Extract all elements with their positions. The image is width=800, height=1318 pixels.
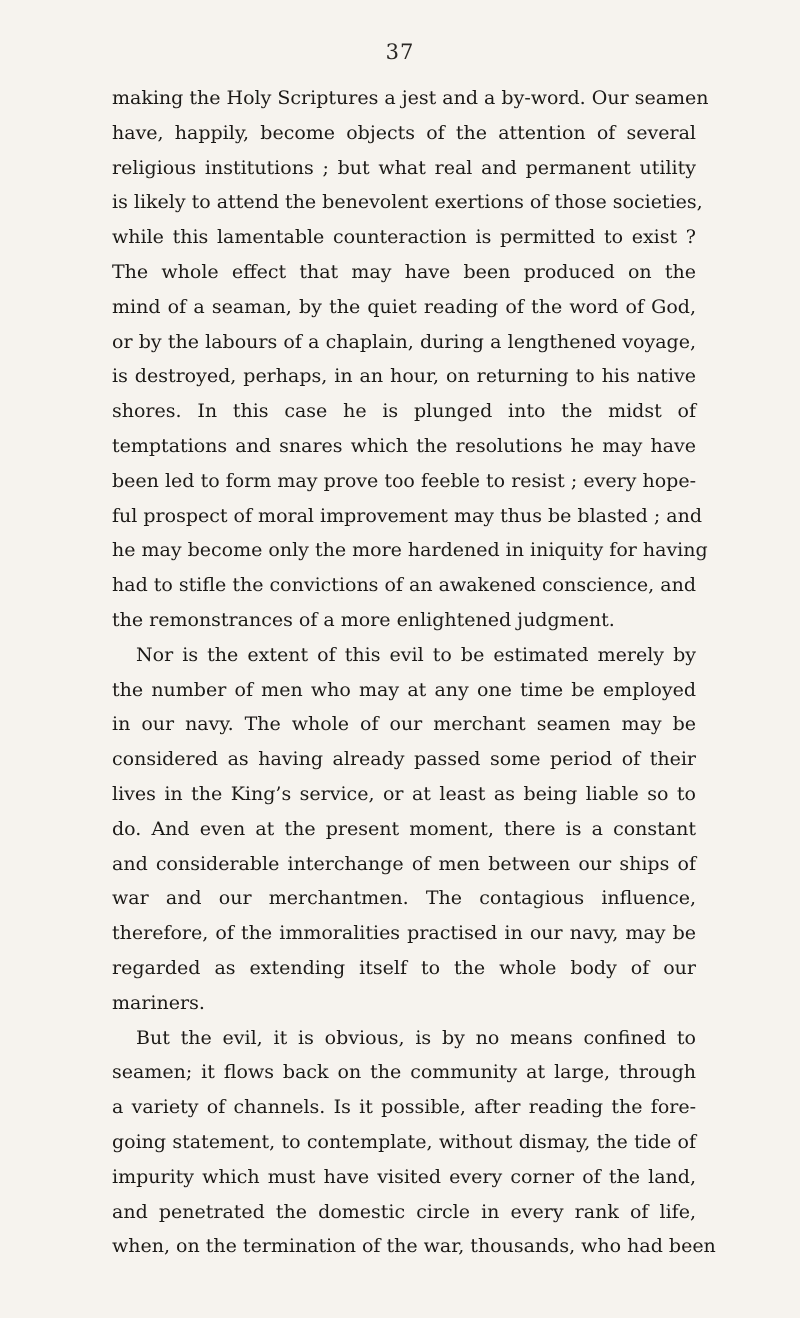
text-line: The whole effect that may have been produced on the bbox=[112, 260, 696, 283]
text-line: regarded as extending itself to the whole body of our bbox=[112, 956, 696, 979]
text-line: is destroyed, perhaps, in an hour, on returning to his native bbox=[112, 365, 696, 388]
text-line: religious institutions ; but what real and permanent utility bbox=[112, 156, 696, 179]
text-line: have, happily, become objects of the attention of several bbox=[112, 121, 696, 144]
text-line: making the Holy Scriptures a jest and a by-word. Our seamen bbox=[112, 87, 709, 109]
text-line: while this lamentable counteraction is permitted to exist ? bbox=[112, 226, 696, 249]
paragraph bbox=[112, 638, 696, 1021]
text-line: mind of a seaman, by the quiet reading of the word of God, bbox=[112, 295, 696, 318]
text-line: going statement, to contemplate, without dismay, the tide of bbox=[112, 1130, 696, 1153]
text-line: been led to form may prove too feeble to resist ; every hope- bbox=[112, 469, 696, 492]
text-line: he may become only the more hardened in iniquity for having bbox=[112, 539, 708, 562]
page-number: 37 bbox=[385, 40, 415, 64]
text-line: ful prospect of moral improvement may thus be blasted ; and bbox=[112, 504, 702, 527]
text-line: temptations and snares which the resolutions he may have bbox=[112, 434, 696, 457]
text-line: and penetrated the domestic circle in every rank of life, bbox=[112, 1200, 696, 1223]
text-line: But the evil, it is obvious, is by no means confined to bbox=[136, 1026, 696, 1049]
text-line: mariners. bbox=[112, 991, 205, 1014]
text-line: had to stifle the convictions of an awakened conscience, and bbox=[112, 574, 696, 597]
text-line: do. And even at the present moment, there is a constant bbox=[112, 817, 696, 840]
paragraph bbox=[112, 81, 709, 638]
text-line: lives in the King’s service, or at least as being liable so to bbox=[112, 782, 696, 805]
text-line: considered as having already passed some period of their bbox=[112, 748, 696, 771]
text-line: the remonstrances of a more enlightened judgment. bbox=[112, 608, 615, 631]
text-line: therefore, of the immoralities practised in our navy, may be bbox=[112, 922, 696, 945]
text-line: shores. In this case he is plunged into the midst of bbox=[112, 400, 696, 423]
text-line: a variety of channels. Is it possible, after reading the fore- bbox=[112, 1096, 696, 1119]
text-line: and considerable interchange of men between our ships of bbox=[112, 852, 696, 875]
body-text bbox=[112, 81, 716, 1264]
text-line: Nor is the extent of this evil to be estimated merely by bbox=[136, 643, 696, 666]
text-line: when, on the termination of the war, thousands, who had been bbox=[112, 1235, 716, 1258]
text-line: impurity which must have visited every corner of the land, bbox=[112, 1165, 696, 1188]
text-line: in our navy. The whole of our merchant seamen may be bbox=[112, 713, 696, 736]
text-line: the number of men who may at any one time be employed bbox=[112, 678, 696, 701]
text-line: or by the labours of a chaplain, during a lengthened voyage, bbox=[112, 330, 696, 353]
paragraph bbox=[112, 1021, 716, 1265]
text-line: war and our merchantmen. The contagious influence, bbox=[112, 887, 696, 910]
text-line: is likely to attend the benevolent exertions of those societies, bbox=[112, 191, 703, 214]
text-line: seamen; it flows back on the community at large, through bbox=[112, 1061, 696, 1084]
